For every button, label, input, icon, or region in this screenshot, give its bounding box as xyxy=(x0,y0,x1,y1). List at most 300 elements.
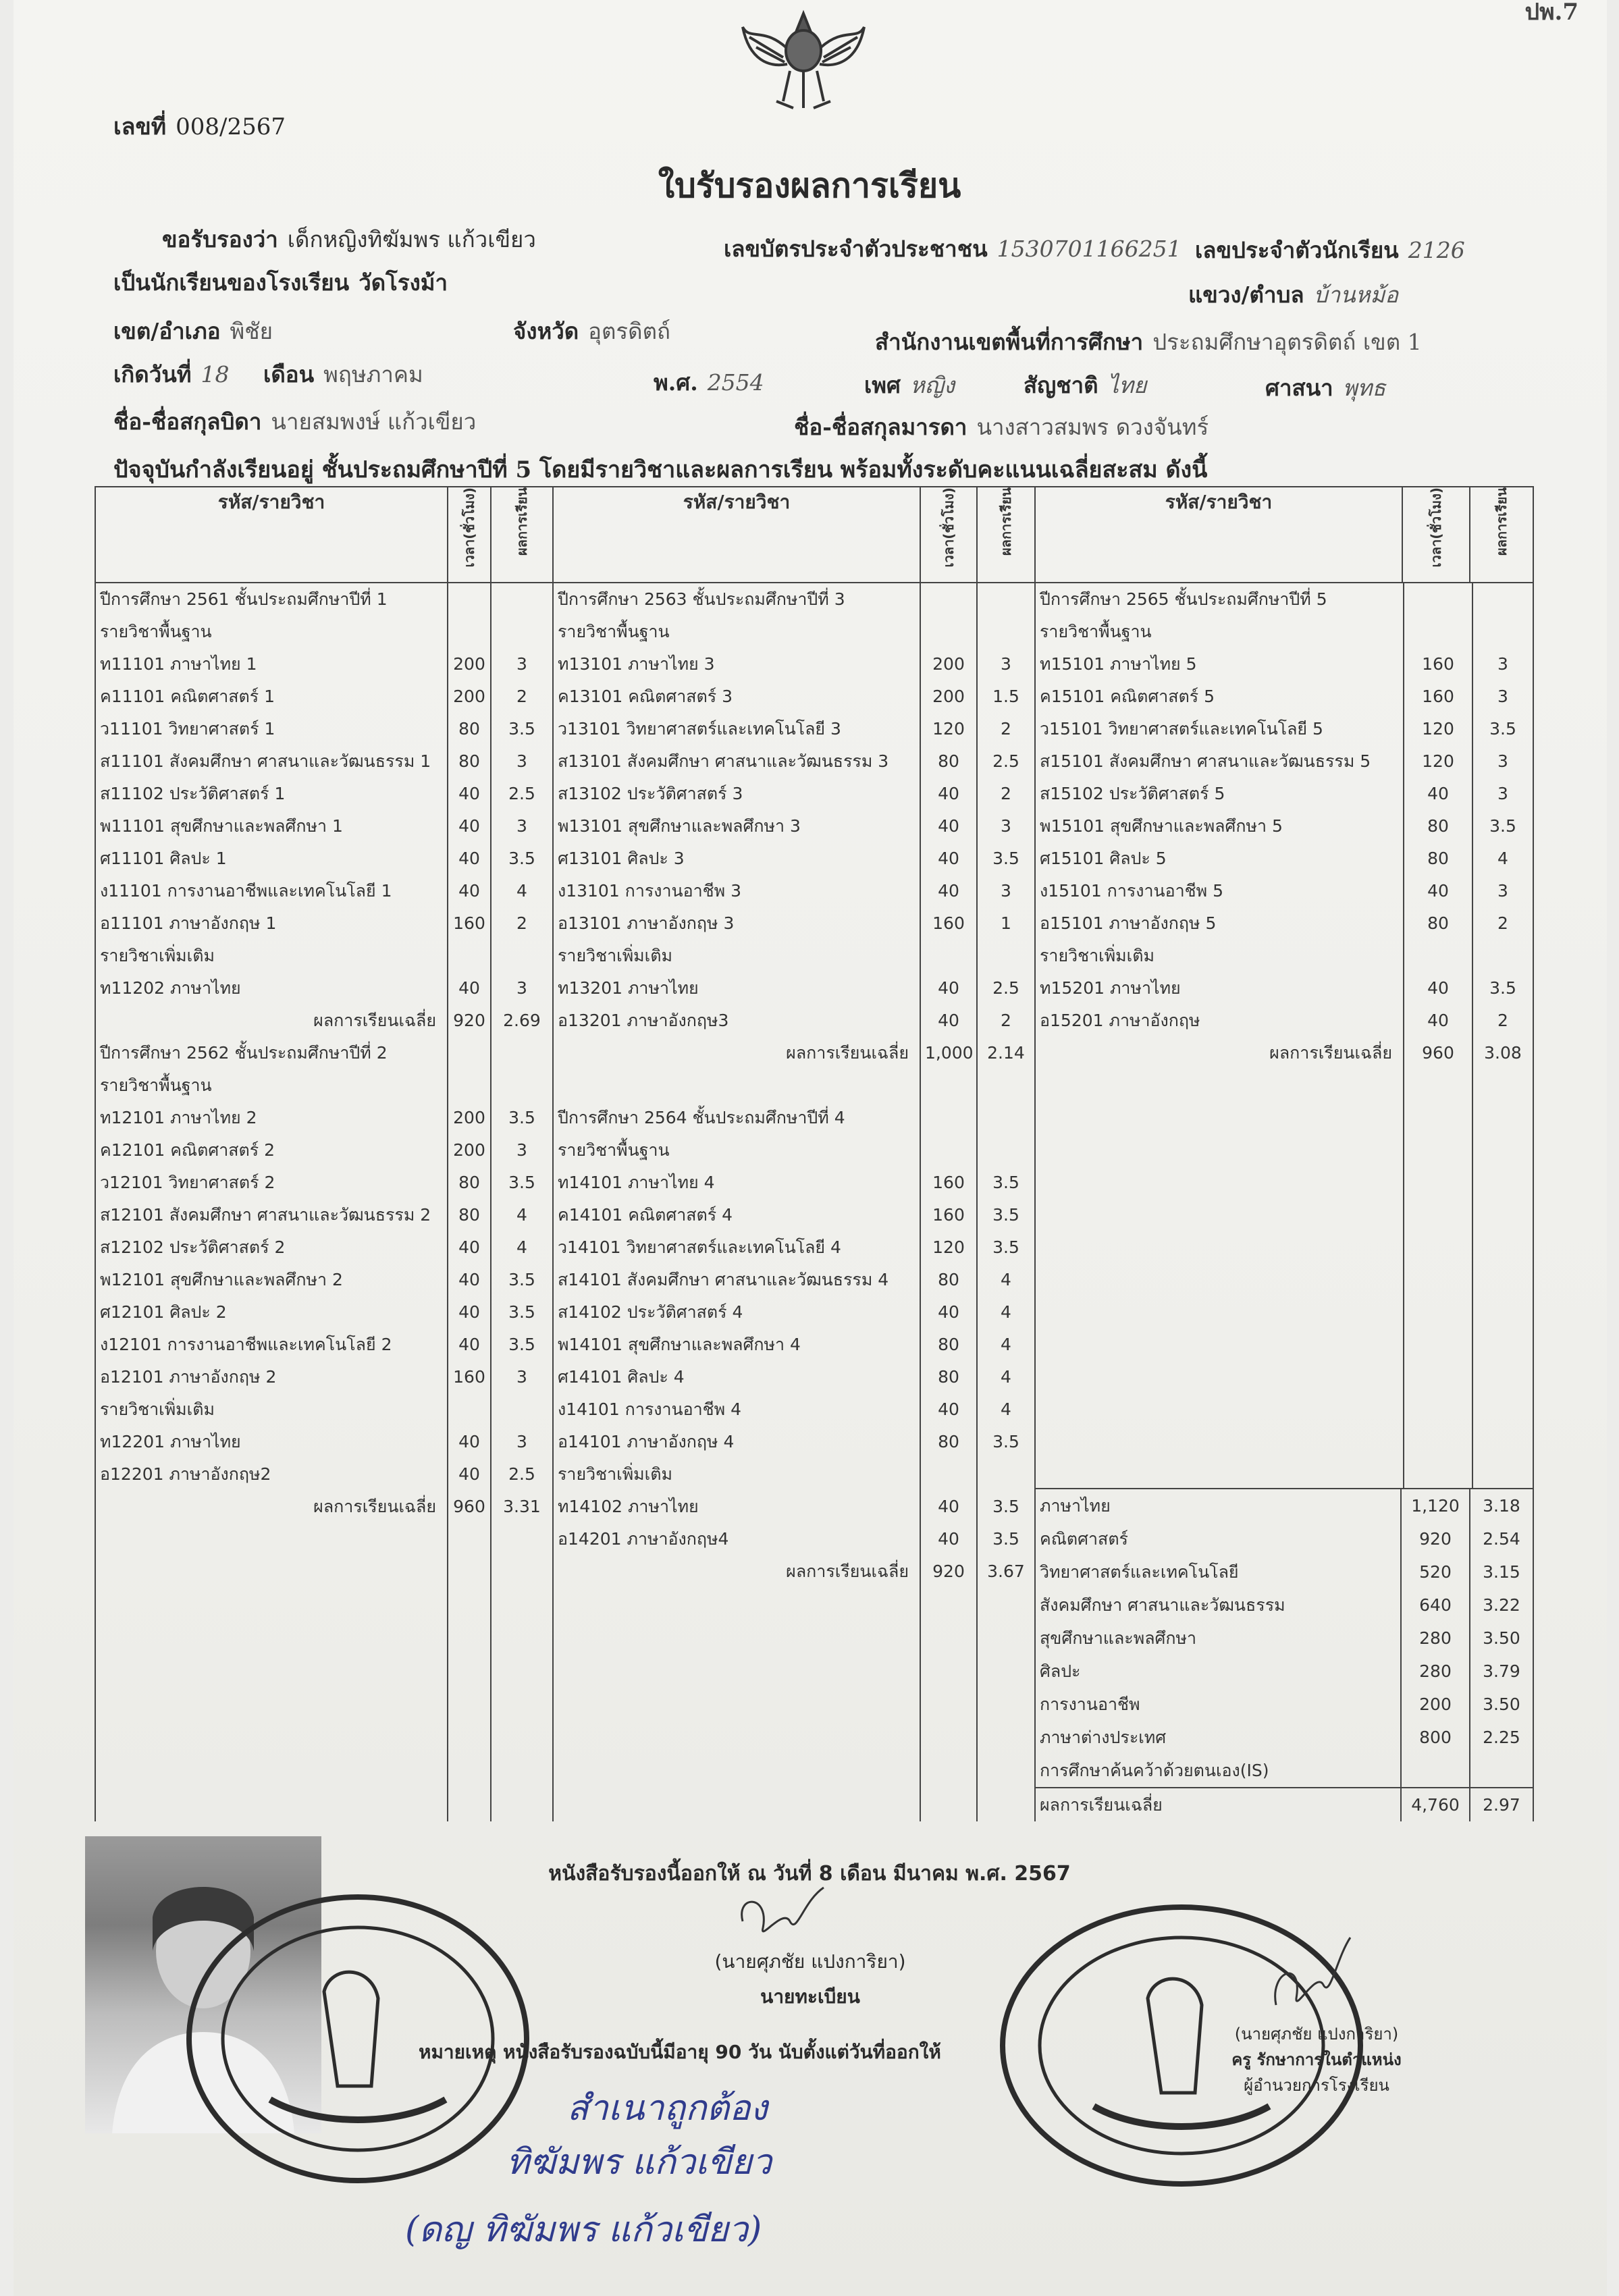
col1-hours-10: 160 xyxy=(453,913,485,933)
col2-hours-15 xyxy=(921,1069,976,1102)
col1-grade-1 xyxy=(492,616,552,648)
col1-hours-12: 40 xyxy=(458,978,480,998)
summary-subject: คณิตศาสตร์ xyxy=(1040,1529,1128,1549)
summary-hours: 280 xyxy=(1400,1655,1469,1688)
col2-grade-22: 4 xyxy=(1001,1302,1011,1322)
summary-total-row xyxy=(1036,1787,1533,1821)
director-title-1: ครู รักษาการในตำแหน่ง xyxy=(1231,2050,1402,2069)
summary-grade: 3.22 xyxy=(1469,1588,1533,1622)
col2-grade-13: 2 xyxy=(1001,1011,1011,1030)
col1-hours-26: 40 xyxy=(458,1432,480,1451)
col3-hours-10: 80 xyxy=(1427,913,1449,933)
header-hours-2: เวลา(ชั่วโมง) xyxy=(920,487,977,583)
col1-hours-18: 80 xyxy=(458,1173,480,1192)
director-block xyxy=(1148,2021,1485,2098)
col3-hours-12: 40 xyxy=(1427,978,1449,998)
col1-hours-3: 200 xyxy=(453,687,485,706)
col1-subject-12: ท11202 ภาษาไทย xyxy=(100,978,241,998)
col1-hours-24: 160 xyxy=(453,1367,485,1387)
col1-subject-16: ท12101 ภาษาไทย 2 xyxy=(100,1108,257,1127)
summary-grade: 3.50 xyxy=(1469,1622,1533,1655)
col3-hours-1 xyxy=(1404,616,1472,648)
director-name: (นายศุภชัย แปงการิยา) xyxy=(1234,2025,1399,2044)
col3-subjects xyxy=(1036,583,1403,1488)
col1-subjects xyxy=(95,583,448,1821)
col1-hours-22: 40 xyxy=(458,1302,480,1322)
summary-grade: 3.79 xyxy=(1469,1655,1533,1688)
col3-subject-8: ศ15101 ศิลปะ 5 xyxy=(1040,849,1167,868)
education-office: สำนักงานเขตพื้นที่การศึกษา ประถมศึกษาอุตรดิตถ์ เขต 1 xyxy=(875,329,1422,355)
col2-subject-12: ท13201 ภาษาไทย xyxy=(558,978,699,998)
col1-grade-16: 3.5 xyxy=(508,1108,535,1127)
col1-grade-22: 3.5 xyxy=(508,1302,535,1322)
col1-subject-19: ส12101 สังคมศึกษา ศาสนาและวัฒนธรรม 2 xyxy=(100,1205,431,1225)
summary-grade xyxy=(1469,1754,1533,1787)
summary-row xyxy=(1036,1622,1533,1655)
col1-subject-11: รายวิชาเพิ่มเติม xyxy=(100,946,215,965)
nationality: สัญชาติ ไทย xyxy=(1024,372,1147,398)
col3-grade-6: 3 xyxy=(1497,784,1508,803)
col2-hours-25: 40 xyxy=(938,1399,959,1419)
col3-grade-4: 3.5 xyxy=(1489,719,1516,739)
col3-subject-10: อ15101 ภาษาอังกฤษ 5 xyxy=(1040,913,1217,933)
col1-grade-8: 3.5 xyxy=(508,849,535,868)
col1-hours-20: 40 xyxy=(458,1237,480,1257)
birth-year: พ.ศ. 2554 xyxy=(654,369,764,396)
col1-grade-14 xyxy=(492,1037,552,1069)
col1-subject-18: ว12101 วิทยาศาสตร์ 2 xyxy=(100,1173,275,1192)
col1-hours-0 xyxy=(448,583,490,616)
header-subject-2: รหัส/รายวิชา xyxy=(553,487,920,583)
col3-hours xyxy=(1403,583,1472,1488)
col1-hours-25 xyxy=(448,1393,490,1426)
col2-hours-23: 80 xyxy=(938,1335,959,1354)
summary-hours: 640 xyxy=(1400,1588,1469,1622)
col2-subject-26: อ14101 ภาษาอังกฤษ 4 xyxy=(558,1432,735,1451)
col2-hours-12: 40 xyxy=(938,978,959,998)
col1-grade-25 xyxy=(492,1393,552,1426)
col1-subject-2: ท11101 ภาษาไทย 1 xyxy=(100,654,257,674)
col1-subject-0: ปีการศึกษา 2561 ชั้นประถมศึกษาปีที่ 1 xyxy=(100,589,388,609)
col3-hours-13: 40 xyxy=(1427,1011,1449,1030)
col2-hours-7: 40 xyxy=(938,816,959,836)
col2-subject-23: พ14101 สุขศึกษาและพลศึกษา 4 xyxy=(558,1335,801,1354)
col2-hours-9: 40 xyxy=(938,881,959,901)
col1-subject-3: ค11101 คณิตศาสตร์ 1 xyxy=(100,687,275,706)
summary-row xyxy=(1036,1489,1533,1522)
col1-subject-28: ผลการเรียนเฉลี่ย xyxy=(313,1497,436,1516)
col1-subject-4: ว11101 วิทยาศาสตร์ 1 xyxy=(100,719,275,739)
col1-grade-7: 3 xyxy=(516,816,527,836)
summary-subject: สุขศึกษาและพลศึกษา xyxy=(1040,1628,1197,1648)
col2-grade-12: 2.5 xyxy=(992,978,1019,998)
col3-hours-14: 960 xyxy=(1422,1043,1454,1063)
col2-grade-10: 1 xyxy=(1001,913,1011,933)
col1-grade-19: 4 xyxy=(516,1205,527,1225)
col1-hours-4: 80 xyxy=(458,719,480,739)
col2-grade-20: 3.5 xyxy=(992,1237,1019,1257)
col2-grade-16 xyxy=(978,1102,1034,1134)
col2-grade-25: 4 xyxy=(1001,1399,1011,1419)
document-code: ปพ.7 xyxy=(1524,0,1578,26)
summary-grade: 2.25 xyxy=(1469,1721,1533,1754)
col3-grade-11 xyxy=(1473,940,1533,972)
summary-grade: 3.15 xyxy=(1469,1555,1533,1588)
col1-hours-21: 40 xyxy=(458,1270,480,1289)
col3-hours-6: 40 xyxy=(1427,784,1449,803)
serial-number: เลขที่ 008/2567 xyxy=(113,113,286,140)
birth-date: เกิดวันที่ 18 เดือน พฤษภาคม xyxy=(113,361,423,388)
col2-hours-6: 40 xyxy=(938,784,959,803)
col1-grade-12: 3 xyxy=(516,978,527,998)
summary-hours: 200 xyxy=(1400,1688,1469,1721)
col2-subject-21: ส14101 สังคมศึกษา ศาสนาและวัฒนธรรม 4 xyxy=(558,1270,889,1289)
id-card: เลขบัตรประจำตัวประชาชน 1530701166251 xyxy=(724,236,1182,262)
col2-grade-0 xyxy=(978,583,1034,616)
col3-subject-5: ส15101 สังคมศึกษา ศาสนาและวัฒนธรรม 5 xyxy=(1040,751,1371,771)
col1-grade-27: 2.5 xyxy=(508,1464,535,1484)
summary-row xyxy=(1036,1555,1533,1588)
col3-grade-14: 3.08 xyxy=(1484,1043,1522,1063)
col3-grade-5: 3 xyxy=(1497,751,1508,771)
col3-hours-7: 80 xyxy=(1427,816,1449,836)
col1-grade-24: 3 xyxy=(516,1367,527,1387)
header-hours-1: เวลา(ชั่วโมง) xyxy=(448,487,491,583)
col3-hours-0 xyxy=(1404,583,1472,616)
summary-subject: สังคมศึกษา ศาสนาและวัฒนธรรม xyxy=(1040,1595,1285,1615)
col2-hours-18: 160 xyxy=(932,1173,965,1192)
registrar-title: นายทะเบียน xyxy=(760,1985,860,2008)
col3-subject-6: ส15102 ประวัติศาสตร์ 5 xyxy=(1040,784,1225,803)
col3-grade-8: 4 xyxy=(1497,849,1508,868)
col1-hours-17: 200 xyxy=(453,1140,485,1160)
director-signature xyxy=(1256,1931,1357,2025)
col3-subject-14: ผลการเรียนเฉลี่ย xyxy=(1269,1043,1392,1063)
col1-hours-28: 960 xyxy=(453,1497,485,1516)
handwriting-certified-copy: สำเนาถูกต้อง xyxy=(567,2088,768,2129)
col3-subject-11: รายวิชาเพิ่มเติม xyxy=(1040,946,1154,965)
col2-subject-3: ค13101 คณิตศาสตร์ 3 xyxy=(558,687,733,706)
col1-subject-9: ง11101 การงานอาชีพและเทคโนโลยี 1 xyxy=(100,881,392,901)
col1-hours-23: 40 xyxy=(458,1335,480,1354)
col2-hours-19: 160 xyxy=(932,1205,965,1225)
col1-grade-6: 2.5 xyxy=(508,784,535,803)
col1-subject-26: ท12201 ภาษาไทย xyxy=(100,1432,241,1451)
col2-grade-24: 4 xyxy=(1001,1367,1011,1387)
registrar-block xyxy=(675,1944,945,2014)
summary-total-label: ผลการเรียนเฉลี่ย xyxy=(1040,1795,1163,1815)
col1-subject-24: อ12101 ภาษาอังกฤษ 2 xyxy=(100,1367,277,1387)
col1-subject-20: ส12102 ประวัติศาสตร์ 2 xyxy=(100,1237,286,1257)
summary-subject: การศึกษาค้นคว้าด้วยตนเอง(IS) xyxy=(1040,1761,1269,1780)
summary-subject: ภาษาไทย xyxy=(1040,1496,1111,1516)
col2-subject-20: ว14101 วิทยาศาสตร์และเทคโนโลยี 4 xyxy=(558,1237,841,1257)
col3-grade-9: 3 xyxy=(1497,881,1508,901)
col3-hours-5: 120 xyxy=(1422,751,1454,771)
col2-subject-22: ส14102 ประวัติศาสตร์ 4 xyxy=(558,1302,743,1322)
col1-grade-18: 3.5 xyxy=(508,1173,535,1192)
col2-hours-30: 920 xyxy=(932,1561,965,1581)
col2-hours-14: 1,000 xyxy=(925,1043,974,1063)
student-number: เลขประจำตัวนักเรียน 2126 xyxy=(1195,237,1465,263)
col1-hours-19: 80 xyxy=(458,1205,480,1225)
col1-subject-7: พ11101 สุขศึกษาและพลศึกษา 1 xyxy=(100,816,343,836)
col2-grade-2: 3 xyxy=(1001,654,1011,674)
col3-grade-13: 2 xyxy=(1497,1011,1508,1030)
col1-subject-6: ส11102 ประวัติศาสตร์ 1 xyxy=(100,784,286,803)
col2-subject-27: รายวิชาเพิ่มเติม xyxy=(558,1464,672,1484)
col3-subject-2: ท15101 ภาษาไทย 5 xyxy=(1040,654,1197,674)
col1-grade-11 xyxy=(492,940,552,972)
grades-table xyxy=(95,486,1534,1821)
col2-subject-2: ท13101 ภาษาไทย 3 xyxy=(558,654,715,674)
col2-grade-9: 3 xyxy=(1001,881,1011,901)
summary-grade: 2.54 xyxy=(1469,1522,1533,1555)
summary-hours: 920 xyxy=(1400,1522,1469,1555)
summary-total-hours: 4,760 xyxy=(1400,1788,1469,1821)
col1-grade-13: 2.69 xyxy=(503,1011,541,1030)
col2-hours-26: 80 xyxy=(938,1432,959,1451)
col1-hours xyxy=(448,583,491,1821)
col2-grade-29: 3.5 xyxy=(992,1529,1019,1549)
handwriting-name: (ดญ ทิฆัมพร แก้วเขียว) xyxy=(405,2210,762,2250)
table-header-row xyxy=(95,487,1533,583)
col3-hours-3: 160 xyxy=(1422,687,1454,706)
col2-hours-13: 40 xyxy=(938,1011,959,1030)
father-name: ชื่อ-ชื่อสกุลบิดา นายสมพงษ์ แก้วเขียว xyxy=(113,408,477,435)
col1-hours-15 xyxy=(448,1069,490,1102)
col2-hours-4: 120 xyxy=(932,719,965,739)
subdistrict: แขวง/ตำบล บ้านหม้อ xyxy=(1188,282,1399,308)
summary-hours: 800 xyxy=(1400,1721,1469,1754)
col2-subject-17: รายวิชาพื้นฐาน xyxy=(558,1140,670,1160)
col1-grade-9: 4 xyxy=(516,881,527,901)
col2-subject-29: อ14201 ภาษาอังกฤษ4 xyxy=(558,1529,729,1549)
col3-subject-9: ง15101 การงานอาชีพ 5 xyxy=(1040,881,1223,901)
col2-hours-20: 120 xyxy=(932,1237,965,1257)
col1-grade-28: 3.31 xyxy=(503,1497,541,1516)
summary-hours: 280 xyxy=(1400,1622,1469,1655)
col2-hours-17 xyxy=(921,1134,976,1167)
page-title: ใบรับรองผลการเรียน xyxy=(658,165,961,205)
header-subject-1: รหัส/รายวิชา xyxy=(95,487,448,583)
col3-hours-9: 40 xyxy=(1427,881,1449,901)
col1-grade-0 xyxy=(492,583,552,616)
summary-subject: ศิลปะ xyxy=(1040,1661,1081,1681)
col2-grade-19: 3.5 xyxy=(992,1205,1019,1225)
registrar-name: (นายศุภชัย แปงการิยา) xyxy=(714,1950,906,1973)
summary-hours: 520 xyxy=(1400,1555,1469,1588)
col2-subject-25: ง14101 การงานอาชีพ 4 xyxy=(558,1399,741,1419)
col1-grade-10: 2 xyxy=(516,913,527,933)
col1-subject-13: ผลการเรียนเฉลี่ย xyxy=(313,1011,436,1030)
col1-subject-15: รายวิชาพื้นฐาน xyxy=(100,1075,212,1095)
col2-grade-21: 4 xyxy=(1001,1270,1011,1289)
col2-hours-22: 40 xyxy=(938,1302,959,1322)
col1-hours-2: 200 xyxy=(453,654,485,674)
summary-row xyxy=(1036,1688,1533,1721)
summary-row xyxy=(1036,1721,1533,1754)
col1-subject-25: รายวิชาเพิ่มเติม xyxy=(100,1399,215,1419)
director-title-2: ผู้อำนวยการโรงเรียน xyxy=(1244,2076,1389,2095)
col2-subject-24: ศ14101 ศิลปะ 4 xyxy=(558,1367,685,1387)
col2-hours-29: 40 xyxy=(938,1529,959,1549)
col3-subject-7: พ15101 สุขศึกษาและพลศึกษา 5 xyxy=(1040,816,1283,836)
col2-grade-23: 4 xyxy=(1001,1335,1011,1354)
col2-grade-8: 3.5 xyxy=(992,849,1019,868)
col2-grade-11 xyxy=(978,940,1034,972)
col1-hours-5: 80 xyxy=(458,751,480,771)
certify-line: ขอรับรองว่า เด็กหญิงทิฆัมพร แก้วเขียว xyxy=(162,226,536,252)
col2-hours-8: 40 xyxy=(938,849,959,868)
col1-grade-26: 3 xyxy=(516,1432,527,1451)
col1-hours-8: 40 xyxy=(458,849,480,868)
col1-hours-11 xyxy=(448,940,490,972)
col1-hours-13: 920 xyxy=(453,1011,485,1030)
col2-subject-7: พ13101 สุขศึกษาและพลศึกษา 3 xyxy=(558,816,801,836)
col2-subject-28: ท14102 ภาษาไทย xyxy=(558,1497,699,1516)
col1-subject-23: ง12101 การงานอาชีพและเทคโนโลยี 2 xyxy=(100,1335,392,1354)
issued-date: หนังสือรับรองนี้ออกให้ ณ วันที่ 8 เดือน มีนาคม พ.ศ. 2567 xyxy=(548,1862,1071,1886)
mother-name: ชื่อ-ชื่อสกุลมารดา นางสาวสมพร ดวงจันทร์ xyxy=(794,414,1209,440)
col2-hours-3: 200 xyxy=(932,687,965,706)
col2-subject-8: ศ13101 ศิลปะ 3 xyxy=(558,849,685,868)
district: เขต/อำเภอ พิชัย xyxy=(113,318,273,344)
col1-subject-17: ค12101 คณิตศาสตร์ 2 xyxy=(100,1140,275,1160)
col1-subject-14: ปีการศึกษา 2562 ชั้นประถมศึกษาปีที่ 2 xyxy=(100,1043,388,1063)
col1-hours-1 xyxy=(448,616,490,648)
col1-grade-23: 3.5 xyxy=(508,1335,535,1354)
col2-subject-16: ปีการศึกษา 2564 ชั้นประถมศึกษาปีที่ 4 xyxy=(558,1108,845,1127)
col3-hours-2: 160 xyxy=(1422,654,1454,674)
col2-grades xyxy=(977,583,1035,1821)
col3-grade-0 xyxy=(1473,583,1533,616)
col1-grade-2: 3 xyxy=(516,654,527,674)
col2-subject-6: ส13102 ประวัติศาสตร์ 3 xyxy=(558,784,743,803)
col2-grade-5: 2.5 xyxy=(992,751,1019,771)
col2-hours xyxy=(920,583,977,1821)
col2-subject-0: ปีการศึกษา 2563 ชั้นประถมศึกษาปีที่ 3 xyxy=(558,589,845,609)
col2-hours-27 xyxy=(921,1458,976,1491)
col2-subject-11: รายวิชาเพิ่มเติม xyxy=(558,946,672,965)
col1-hours-7: 40 xyxy=(458,816,480,836)
col3-hours-11 xyxy=(1404,940,1472,972)
col3-grades xyxy=(1472,583,1533,1488)
col3-subject-3: ค15101 คณิตศาสตร์ 5 xyxy=(1040,687,1215,706)
col3-grade-10: 2 xyxy=(1497,913,1508,933)
col1-grade-5: 3 xyxy=(516,751,527,771)
col2-subject-4: ว13101 วิทยาศาสตร์และเทคโนโลยี 3 xyxy=(558,719,841,739)
header-subject-3: รหัส/รายวิชา xyxy=(1035,487,1402,583)
header-grade-3: ผลการเรียน xyxy=(1470,487,1533,583)
col2-grade-15 xyxy=(978,1069,1034,1102)
col3-subject-12: ท15201 ภาษาไทย xyxy=(1040,978,1181,998)
col2-grade-18: 3.5 xyxy=(992,1173,1019,1192)
col3-subject-4: ว15101 วิทยาศาสตร์และเทคโนโลยี 5 xyxy=(1040,719,1323,739)
col2-subject-30: ผลการเรียนเฉลี่ย xyxy=(786,1561,909,1581)
col1-grade-21: 3.5 xyxy=(508,1270,535,1289)
province: จังหวัด อุตรดิตถ์ xyxy=(513,318,670,344)
summary-hours: 1,120 xyxy=(1400,1489,1469,1522)
summary-row xyxy=(1036,1588,1533,1622)
sex: เพศ หญิง xyxy=(864,372,955,398)
col3-hours-8: 80 xyxy=(1427,849,1449,868)
col2-subject-5: ส13101 สังคมศึกษา ศาสนาและวัฒนธรรม 3 xyxy=(558,751,889,771)
handwriting-signature: ทิฆัมพร แก้วเขียว xyxy=(506,2142,772,2183)
col1-hours-16: 200 xyxy=(453,1108,485,1127)
col2-grade-26: 3.5 xyxy=(992,1432,1019,1451)
col2-subject-1: รายวิชาพื้นฐาน xyxy=(558,622,670,641)
summary-grade: 3.50 xyxy=(1469,1688,1533,1721)
col2-grade-28: 3.5 xyxy=(992,1497,1019,1516)
validity-note: หมายเหตุ หนังสือรับรองฉบับนี้มีอายุ 90 วัน นับตั้งแต่วันที่ออกให้ xyxy=(419,2041,941,2063)
col1-subject-5: ส11101 สังคมศึกษา ศาสนาและวัฒนธรรม 1 xyxy=(100,751,431,771)
col2-hours-10: 160 xyxy=(932,913,965,933)
col3-subject-1: รายวิชาพื้นฐาน xyxy=(1040,622,1152,641)
col2-hours-2: 200 xyxy=(932,654,965,674)
garuda-emblem-icon xyxy=(736,0,871,122)
col2-grade-4: 2 xyxy=(1001,719,1011,739)
summary-row xyxy=(1036,1522,1533,1555)
col1-subject-21: พ12101 สุขศึกษาและพลศึกษา 2 xyxy=(100,1270,343,1289)
col2-subjects xyxy=(553,583,920,1821)
col3-hours-4: 120 xyxy=(1422,719,1454,739)
summary-subject: การงานอาชีพ xyxy=(1040,1694,1140,1714)
header-hours-3: เวลา(ชั่วโมง) xyxy=(1402,487,1470,583)
col2-subject-14: ผลการเรียนเฉลี่ย xyxy=(786,1043,909,1063)
col2-hours-0 xyxy=(921,583,976,616)
summary-total-grade: 2.97 xyxy=(1469,1788,1533,1821)
col3-subject-0: ปีการศึกษา 2565 ชั้นประถมศึกษาปีที่ 5 xyxy=(1040,589,1327,609)
col1-subject-22: ศ12101 ศิลปะ 2 xyxy=(100,1302,227,1322)
col2-subject-19: ค14101 คณิตศาสตร์ 4 xyxy=(558,1205,733,1225)
col1-grade-3: 2 xyxy=(516,687,527,706)
col3-subject-13: อ15201 ภาษาอังกฤษ xyxy=(1040,1011,1200,1030)
col3-block xyxy=(1035,583,1533,1821)
summary-subject: วิทยาศาสตร์และเทคโนโลยี xyxy=(1040,1562,1239,1582)
header-grade-2: ผลการเรียน xyxy=(977,487,1035,583)
col1-grade-15 xyxy=(492,1069,552,1102)
col2-grade-7: 3 xyxy=(1001,816,1011,836)
col2-grade-3: 1.5 xyxy=(992,687,1019,706)
summary-row xyxy=(1036,1655,1533,1688)
summary-row xyxy=(1036,1754,1533,1787)
col2-hours-5: 80 xyxy=(938,751,959,771)
col1-grade-20: 4 xyxy=(516,1237,527,1257)
col3-grade-3: 3 xyxy=(1497,687,1508,706)
col2-subject-18: ท14101 ภาษาไทย 4 xyxy=(558,1173,715,1192)
col1-subject-10: อ11101 ภาษาอังกฤษ 1 xyxy=(100,913,277,933)
summary-grade: 3.18 xyxy=(1469,1489,1533,1522)
col2-grade-14: 2.14 xyxy=(987,1043,1025,1063)
col1-hours-27: 40 xyxy=(458,1464,480,1484)
col1-hours-9: 40 xyxy=(458,881,480,901)
col2-subject-10: อ13101 ภาษาอังกฤษ 3 xyxy=(558,913,735,933)
col2-hours-21: 80 xyxy=(938,1270,959,1289)
col2-grade-30: 3.67 xyxy=(987,1561,1025,1581)
col1-grades xyxy=(491,583,553,1821)
school-line: เป็นนักเรียนของโรงเรียน วัดโรงม้า xyxy=(113,269,448,296)
col3-grade-1 xyxy=(1473,616,1533,648)
summary-table xyxy=(1036,1488,1533,1821)
col1-subject-27: อ12201 ภาษาอังกฤษ2 xyxy=(100,1464,271,1484)
col1-grade-17: 3 xyxy=(516,1140,527,1160)
col3-grade-12: 3.5 xyxy=(1489,978,1516,998)
col1-subject-1: รายวิชาพื้นฐาน xyxy=(100,622,212,641)
col3-grade-7: 3.5 xyxy=(1489,816,1516,836)
col2-hours-1 xyxy=(921,616,976,648)
col2-subject-15 xyxy=(554,1069,920,1102)
